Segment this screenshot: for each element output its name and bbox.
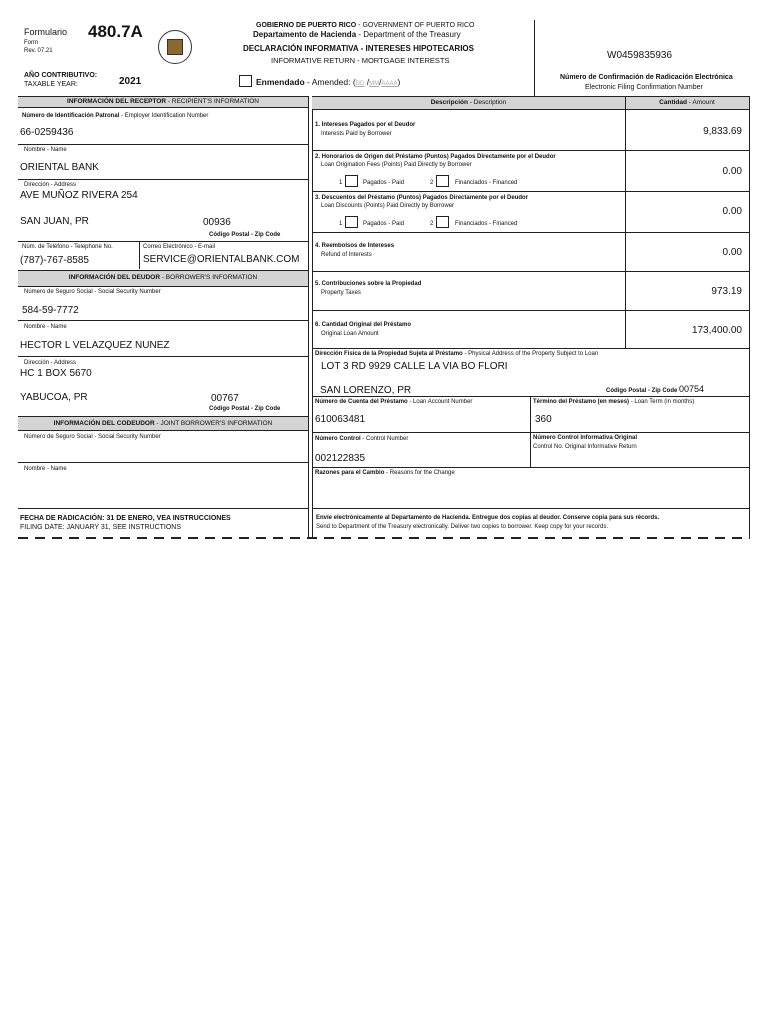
ein-value: 66-0259436 [20, 127, 74, 138]
term-label-es: Término del Préstamo (en meses) [533, 399, 630, 405]
ein-label [22, 113, 208, 120]
row1-label-es: 1. Intereses Pagados por el Deudor [315, 122, 416, 128]
recipient-name-label: Nombre - Name [24, 147, 67, 153]
borrower-section-es: INFORMACIÓN DEL DEUDOR [68, 274, 161, 281]
row3-financed-checkbox[interactable] [436, 216, 449, 228]
form-number: 480.7A [88, 22, 143, 41]
email-label: Correo Electrónico - E-mail [143, 244, 216, 250]
amended-dd: DD [355, 81, 365, 87]
joint-section-header [18, 416, 308, 431]
recipient-section-es: INFORMACIÓN DEL RECEPTOR [67, 98, 167, 105]
property-zip: 00754 [679, 384, 705, 394]
borrower-zip-label: Código Postal - Zip Code [209, 406, 281, 412]
amount-header-en: - Amount [686, 99, 715, 106]
row2-box1-number: 1 [339, 180, 343, 186]
revision: Rev. 07.21 [24, 48, 53, 54]
reasons-label-en: - Reasons for the Change [384, 470, 455, 476]
recipient-section-en: - RECIPIENT'S INFORMATION [166, 98, 259, 105]
row2-label-en: Loan Origination Fees (Points) Paid Directly by Borrower [321, 162, 472, 168]
amended-mm: MM [369, 81, 380, 87]
joint-section-es: INFORMACIÓN DEL CODEUDOR [53, 420, 155, 427]
description-header [312, 96, 625, 110]
property-zip-label: Código Postal - Zip Code [606, 388, 678, 394]
title-es: DECLARACIÓN INFORMATIVA - INTERESES HIPOTECARIOS [243, 44, 474, 53]
ein-label-en: - Employer Identification Number [119, 113, 209, 119]
reasons-label [315, 470, 455, 477]
property-address-label [315, 351, 598, 358]
row3-box1-number: 1 [339, 221, 343, 227]
control-label-en: - Control Number [360, 436, 409, 442]
recipient-section-header [18, 96, 308, 108]
row4-amount: 0.00 [722, 247, 742, 258]
amended-line: Enmendado - Amended: (DD /MM/AAAA) [256, 77, 401, 87]
row2-label-es: 2. Honorarios de Origen del Préstamo (Puntos) Pagados Directamente por el Deudor [315, 154, 556, 160]
form-label: Formulario [24, 27, 68, 37]
send-instructions-en: Send to Department of the Treasury electronically. Deliver two copies to borrower. Keep copy for your records. [316, 524, 609, 530]
row1-amount: 9,833.69 [703, 126, 742, 137]
treasury-seal [158, 30, 192, 64]
orig-control-label-en: Control No. Original Informative Return [533, 444, 637, 450]
filing-date-es: FECHA DE RADICACIÓN: 31 DE ENERO, VEA INSTRUCCIONES [20, 515, 231, 522]
borrower-name: HECTOR L VELAZQUEZ NUNEZ [20, 340, 170, 351]
row3-label-es: 3. Descuentos del Préstamo (Puntos) Pagados Directamente por el Deudor [315, 195, 529, 201]
tax-year-label-es: AÑO CONTRIBUTIVO: [24, 72, 98, 79]
amended-es: Enmendado [256, 77, 305, 87]
orig-control-label-es: Número Control Informativa Original [533, 435, 638, 441]
row1-label-en: Interests Paid by Borrower [321, 131, 392, 137]
recipient-city: SAN JUAN, PR [20, 216, 89, 227]
row6-label-es: 6. Cantidad Original del Préstamo [315, 322, 412, 328]
filing-date-en: FILING DATE: JANUARY 31, SEE INSTRUCTIONS [20, 524, 182, 531]
borrower-name-label: Nombre - Name [24, 324, 67, 330]
email-value: SERVICE@ORIENTALBANK.COM [143, 254, 300, 265]
amount-header-es: Cantidad [659, 99, 687, 106]
tax-year-label-en: TAXABLE YEAR: [24, 81, 78, 88]
row2-financed-checkbox[interactable] [436, 175, 449, 187]
joint-name-label: Nombre - Name [24, 466, 67, 472]
account-value: 610063481 [315, 414, 366, 425]
amended-checkbox[interactable] [239, 75, 252, 87]
amended-yyyy: AAAA [381, 81, 398, 87]
control-value: 002122835 [315, 453, 366, 464]
amended-en: - Amended: ( [304, 77, 356, 87]
borrower-zip: 00767 [211, 393, 239, 404]
borrower-address-line1: HC 1 BOX 5670 [20, 368, 92, 379]
row5-amount: 973.19 [711, 286, 742, 297]
tear-line [18, 537, 750, 539]
term-label-en: - Loan Term (in months) [629, 399, 695, 405]
phone-label: Núm. de Teléfono - Telephone No. [22, 244, 113, 250]
row3-paid-checkbox[interactable] [345, 216, 358, 228]
recipient-zip-label: Código Postal - Zip Code [209, 232, 281, 238]
row2-box2-number: 2 [430, 180, 434, 186]
row3-paid-label: Pagados - Paid [363, 221, 405, 227]
desc-header-en: - Description [467, 99, 507, 106]
borrower-city: YABUCOA, PR [20, 392, 88, 403]
gov-en: - GOVERNMENT OF PUERTO RICO [356, 22, 475, 29]
row2-paid-label: Pagados - Paid [363, 180, 405, 186]
control-id: W0459835936 [607, 50, 673, 61]
department-line [253, 30, 461, 39]
row3-amount: 0.00 [722, 206, 742, 217]
borrower-address-label: Dirección - Address [24, 360, 77, 366]
dept-en: - Department of the Treasury [356, 30, 461, 39]
gov-es: GOBIERNO DE PUERTO RICO [256, 22, 357, 29]
row5-label-en: Property Taxes [321, 290, 361, 296]
property-label-es: Dirección Física de la Propiedad Sujeta al Préstamo [315, 351, 463, 357]
row2-financed-label: Financiados - Financed [455, 180, 518, 186]
recipient-address-line1: AVE MUÑOZ RIVERA 254 [20, 190, 138, 201]
row6-amount: 173,400.00 [691, 325, 742, 336]
government-line [256, 22, 474, 30]
row5-label-es: 5. Contribuciones sobre la Propiedad [315, 281, 422, 287]
tax-year: 2021 [119, 76, 142, 87]
confirmation-label-es: Número de Confirmación de Radicación Electrónica [560, 74, 733, 81]
control-label [315, 436, 408, 443]
amount-header [625, 96, 749, 110]
ein-label-es: Número de Identificación Patronal [22, 113, 120, 119]
dept-es: Departamento de Hacienda [253, 30, 357, 39]
borrower-section-en: - BORROWER'S INFORMATION [160, 274, 258, 281]
row3-label-en: Loan Discounts (Points) Paid Directly by Borrower [321, 203, 455, 209]
borrower-section-header [18, 270, 308, 287]
property-city: SAN LORENZO, PR [320, 385, 412, 396]
joint-section-en: - JOINT BORROWER'S INFORMATION [154, 420, 273, 427]
row6-label-en: Original Loan Amount [321, 331, 379, 337]
row2-amount: 0.00 [722, 166, 742, 177]
title-en: INFORMATIVE RETURN - MORTGAGE INTERESTS [271, 56, 450, 65]
account-label-en: - Loan Account Number [407, 399, 473, 405]
borrower-ssn: 584-59-7772 [22, 305, 79, 316]
term-label [533, 399, 694, 406]
send-instructions-es: Envíe electrónicamente al Departamento de Hacienda. Entregue dos copias al deudor. Conserve copia para sus récords. [316, 515, 660, 521]
row4-label-es: 4. Reembolsos de Intereses [315, 243, 395, 249]
recipient-name: ORIENTAL BANK [20, 162, 99, 173]
row4-label-en: Refund of Interests [321, 252, 372, 258]
account-label-es: Número de Cuenta del Préstamo [315, 399, 408, 405]
account-label [315, 399, 472, 406]
property-address-line1: LOT 3 RD 9929 CALLE LA VIA BO FLORI [321, 361, 508, 372]
form-label-en: Form [24, 40, 38, 46]
confirmation-label-en: Electronic Filing Confirmation Number [585, 84, 703, 91]
term-value: 360 [535, 414, 552, 425]
borrower-ssn-label: Número de Seguro Social - Social Security Number [24, 289, 161, 295]
desc-header-es: Descripción [430, 99, 468, 106]
row3-box2-number: 2 [430, 221, 434, 227]
row3-financed-label: Financiados - Financed [455, 221, 518, 227]
row2-paid-checkbox[interactable] [345, 175, 358, 187]
reasons-label-es: Razones para el Cambio [315, 470, 385, 476]
property-label-en: - Physical Address of the Property Subject to Loan [462, 351, 599, 357]
recipient-zip: 00936 [203, 217, 231, 228]
recipient-address-label: Dirección - Address [24, 182, 77, 188]
control-label-es: Número Control [315, 436, 361, 442]
joint-ssn-label: Número de Seguro Social - Social Security Number [24, 434, 161, 440]
phone-value: (787)-767-8585 [20, 255, 89, 266]
